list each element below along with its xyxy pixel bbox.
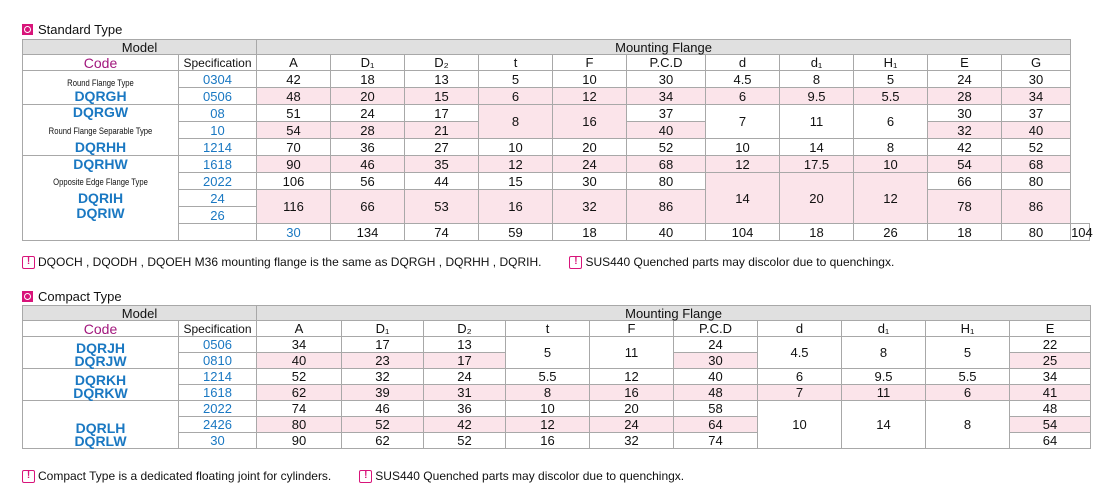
standard-section-title bbox=[22, 22, 122, 37]
cell: 78 bbox=[928, 190, 1002, 224]
cell: 46 bbox=[342, 401, 424, 417]
cell: 34 bbox=[627, 88, 706, 105]
cell: 52 bbox=[257, 369, 342, 385]
cell: 12 bbox=[479, 156, 553, 173]
cell: 5.5 bbox=[854, 88, 928, 105]
col-header-t: t bbox=[479, 55, 553, 71]
cell: 134 bbox=[331, 224, 405, 241]
cell: 11 bbox=[590, 337, 674, 369]
col-header-f: F bbox=[553, 55, 627, 71]
cell: 42 bbox=[257, 71, 331, 88]
cell: 17 bbox=[342, 337, 424, 353]
cell: 18 bbox=[553, 224, 627, 241]
cell: 74 bbox=[674, 433, 758, 449]
spec-cell: 08 bbox=[179, 105, 257, 122]
col-header-pcd: P.C.D bbox=[674, 321, 758, 337]
model-group-opposite: DQRHW Opposite Edge Flange Type DQRIH DQRIW bbox=[23, 156, 179, 241]
cell: 44 bbox=[405, 173, 479, 190]
cell: 6 bbox=[479, 88, 553, 105]
col-header-d1-small: d₁ bbox=[842, 321, 926, 337]
note-text: SUS440 Quenched parts may discolor due to quenchingx. bbox=[375, 469, 685, 483]
cell: 30 bbox=[674, 353, 758, 369]
cell: 116 bbox=[257, 190, 331, 224]
spec-cell: 2022 bbox=[179, 173, 257, 190]
cell: 40 bbox=[257, 353, 342, 369]
col-header-g: G bbox=[1002, 55, 1071, 71]
cell: 30 bbox=[1002, 71, 1071, 88]
spec-cell: 2022 bbox=[179, 401, 257, 417]
col-header-d1: D₁ bbox=[331, 55, 405, 71]
cell: 104 bbox=[706, 224, 780, 241]
model-group-l: DQRLH DQRLW bbox=[23, 401, 179, 449]
cell: 12 bbox=[553, 88, 627, 105]
cell: 12 bbox=[706, 156, 780, 173]
cell: 32 bbox=[928, 122, 1002, 139]
table-row bbox=[23, 190, 1090, 207]
cell: 13 bbox=[424, 337, 506, 353]
table-row bbox=[23, 401, 1091, 417]
spec-cell: 1214 bbox=[179, 139, 257, 156]
cell: 10 bbox=[479, 139, 553, 156]
spec-cell: 30 bbox=[179, 433, 257, 449]
cell: 9.5 bbox=[780, 88, 854, 105]
cell: 7 bbox=[706, 105, 780, 139]
model-group-k: DQRKH DQRKW bbox=[23, 369, 179, 401]
table-row bbox=[23, 71, 1090, 88]
cell: 52 bbox=[342, 417, 424, 433]
cell: 24 bbox=[928, 71, 1002, 88]
cell: 9.5 bbox=[842, 369, 926, 385]
cell: 17.5 bbox=[780, 156, 854, 173]
cell: 30 bbox=[553, 173, 627, 190]
cell: 18 bbox=[928, 224, 1002, 241]
cell: 68 bbox=[1002, 156, 1071, 173]
spec-cell: 0506 bbox=[179, 88, 257, 105]
cell: 8 bbox=[506, 385, 590, 401]
table-row bbox=[23, 173, 1090, 190]
cell: 66 bbox=[928, 173, 1002, 190]
cell: 8 bbox=[479, 105, 553, 139]
col-header-d2: D₂ bbox=[405, 55, 479, 71]
cell: 6 bbox=[758, 369, 842, 385]
cell: 68 bbox=[627, 156, 706, 173]
col-header-a: A bbox=[257, 55, 331, 71]
col-header-h1: H₁ bbox=[854, 55, 928, 71]
cell: 48 bbox=[257, 88, 331, 105]
cell: 30 bbox=[928, 105, 1002, 122]
cell: 64 bbox=[1010, 433, 1091, 449]
cell: 18 bbox=[331, 71, 405, 88]
cell: 14 bbox=[842, 401, 926, 449]
mounting-flange-header: Mounting Flange bbox=[257, 306, 1091, 321]
specification-header: Specification bbox=[179, 321, 257, 337]
spec-cell: 1618 bbox=[179, 385, 257, 401]
model-group-j: DQRJH DQRJW bbox=[23, 337, 179, 369]
cell: 40 bbox=[674, 369, 758, 385]
cell: 27 bbox=[405, 139, 479, 156]
spec-cell: 0810 bbox=[179, 353, 257, 369]
cell: 74 bbox=[257, 401, 342, 417]
cell: 8 bbox=[780, 71, 854, 88]
exclamation-icon: ! bbox=[22, 256, 35, 269]
exclamation-icon: ! bbox=[569, 256, 582, 269]
cell: 22 bbox=[1010, 337, 1091, 353]
model-header: Model bbox=[23, 306, 257, 321]
cell: 42 bbox=[424, 417, 506, 433]
table-row bbox=[23, 369, 1091, 385]
col-header-d: d bbox=[706, 55, 780, 71]
cell: 10 bbox=[706, 139, 780, 156]
cell: 12 bbox=[854, 173, 928, 224]
cell: 86 bbox=[1002, 190, 1071, 224]
standard-title: Standard Type bbox=[38, 22, 123, 37]
table-row bbox=[23, 337, 1091, 353]
col-header-a: A bbox=[257, 321, 342, 337]
cell: 24 bbox=[331, 105, 405, 122]
cell: 28 bbox=[331, 122, 405, 139]
cell: 37 bbox=[1002, 105, 1071, 122]
cell: 13 bbox=[405, 71, 479, 88]
cell: 80 bbox=[1002, 173, 1071, 190]
cell: 90 bbox=[257, 433, 342, 449]
cell: 20 bbox=[590, 401, 674, 417]
compact-notes bbox=[22, 469, 706, 483]
cell: 80 bbox=[257, 417, 342, 433]
cell: 24 bbox=[553, 156, 627, 173]
cell: 16 bbox=[590, 385, 674, 401]
cell: 46 bbox=[331, 156, 405, 173]
cell: 16 bbox=[506, 433, 590, 449]
cell: 18 bbox=[780, 224, 854, 241]
cell: 80 bbox=[627, 173, 706, 190]
note-text: DQOCH , DQODH , DQOEH M36 mounting flange is the same as DQRGH , DQRHH , DQRIH. bbox=[38, 255, 542, 269]
cell: 41 bbox=[1010, 385, 1091, 401]
cell: 26 bbox=[854, 224, 928, 241]
cell: 21 bbox=[405, 122, 479, 139]
section-square-icon bbox=[22, 291, 33, 302]
spec-cell: 30 bbox=[257, 224, 331, 241]
model-header: Model bbox=[23, 40, 257, 55]
cell: 11 bbox=[842, 385, 926, 401]
cell: 36 bbox=[331, 139, 405, 156]
spec-cell: 0304 bbox=[179, 71, 257, 88]
cell: 25 bbox=[1010, 353, 1091, 369]
cell: 10 bbox=[758, 401, 842, 449]
compact-section-title bbox=[22, 289, 122, 304]
cell: 37 bbox=[627, 105, 706, 122]
cell: 5.5 bbox=[926, 369, 1010, 385]
model-group-separable: DQRGW Round Flange Separable Type DQRHH bbox=[23, 105, 179, 156]
standard-notes bbox=[22, 255, 916, 269]
col-header-d1-small: d₁ bbox=[780, 55, 854, 71]
cell: 5 bbox=[854, 71, 928, 88]
cell: 62 bbox=[342, 433, 424, 449]
cell: 4.5 bbox=[758, 337, 842, 369]
cell: 10 bbox=[553, 71, 627, 88]
spec-cell: 1214 bbox=[179, 369, 257, 385]
code-header: Code bbox=[23, 55, 179, 71]
cell: 17 bbox=[405, 105, 479, 122]
model-group-blank bbox=[179, 224, 257, 241]
cell: 12 bbox=[506, 417, 590, 433]
table-row bbox=[23, 156, 1090, 173]
cell: 31 bbox=[424, 385, 506, 401]
cell: 23 bbox=[342, 353, 424, 369]
cell: 5.5 bbox=[506, 369, 590, 385]
col-header-e: E bbox=[928, 55, 1002, 71]
cell: 11 bbox=[780, 105, 854, 139]
cell: 70 bbox=[257, 139, 331, 156]
cell: 5 bbox=[479, 71, 553, 88]
compact-spec-table bbox=[22, 305, 1091, 449]
cell: 106 bbox=[257, 173, 331, 190]
spec-cell: 0506 bbox=[179, 337, 257, 353]
table-row bbox=[23, 88, 1090, 105]
cell: 34 bbox=[1002, 88, 1071, 105]
standard-spec-table bbox=[22, 39, 1093, 241]
cell: 58 bbox=[674, 401, 758, 417]
table-row bbox=[23, 385, 1091, 401]
note-text: SUS440 Quenched parts may discolor due to quenchingx. bbox=[585, 255, 895, 269]
col-header-t: t bbox=[506, 321, 590, 337]
cell: 36 bbox=[424, 401, 506, 417]
model-group-round: Round Flange Type DQRGH bbox=[23, 71, 179, 105]
spec-cell: 10 bbox=[179, 122, 257, 139]
cell: 66 bbox=[331, 190, 405, 224]
cell: 20 bbox=[780, 173, 854, 224]
cell: 104 bbox=[1071, 224, 1093, 240]
cell: 4.5 bbox=[706, 71, 780, 88]
cell: 24 bbox=[424, 369, 506, 385]
cell: 40 bbox=[1002, 122, 1071, 139]
spec-cell: 1618 bbox=[179, 156, 257, 173]
table-row bbox=[23, 105, 1090, 122]
cell: 28 bbox=[928, 88, 1002, 105]
cell: 8 bbox=[926, 401, 1010, 449]
cell: 35 bbox=[405, 156, 479, 173]
cell: 15 bbox=[479, 173, 553, 190]
cell: 15 bbox=[405, 88, 479, 105]
cell: 20 bbox=[553, 139, 627, 156]
cell: 48 bbox=[674, 385, 758, 401]
cell: 20 bbox=[331, 88, 405, 105]
cell: 10 bbox=[506, 401, 590, 417]
note-text: Compact Type is a dedicated floating joint for cylinders. bbox=[38, 469, 332, 483]
cell: 32 bbox=[553, 190, 627, 224]
cell: 53 bbox=[405, 190, 479, 224]
cell: 62 bbox=[257, 385, 342, 401]
cell: 39 bbox=[342, 385, 424, 401]
cell: 59 bbox=[479, 224, 553, 241]
cell: 5 bbox=[926, 337, 1010, 369]
cell: 42 bbox=[928, 139, 1002, 156]
table-row bbox=[23, 224, 1090, 241]
cell: 34 bbox=[257, 337, 342, 353]
cell: 32 bbox=[590, 433, 674, 449]
col-header-d2: D₂ bbox=[424, 321, 506, 337]
cell: 54 bbox=[257, 122, 331, 139]
cell: 24 bbox=[674, 337, 758, 353]
compact-title: Compact Type bbox=[38, 289, 122, 304]
cell: 16 bbox=[479, 190, 553, 224]
cell: 64 bbox=[674, 417, 758, 433]
cell: 80 bbox=[1002, 224, 1071, 241]
cell: 48 bbox=[1010, 401, 1091, 417]
table-row bbox=[23, 139, 1090, 156]
col-header-h1: H₁ bbox=[926, 321, 1010, 337]
cell: 8 bbox=[854, 139, 928, 156]
col-header-f: F bbox=[590, 321, 674, 337]
cell: 10 bbox=[854, 156, 928, 173]
cell: 14 bbox=[780, 139, 854, 156]
cell: 14 bbox=[706, 173, 780, 224]
exclamation-icon: ! bbox=[22, 470, 35, 483]
cell: 12 bbox=[590, 369, 674, 385]
cell: 52 bbox=[627, 139, 706, 156]
cell: 52 bbox=[424, 433, 506, 449]
cell: 34 bbox=[1010, 369, 1091, 385]
col-header-d: d bbox=[758, 321, 842, 337]
cell: 6 bbox=[926, 385, 1010, 401]
cell: 90 bbox=[257, 156, 331, 173]
cell: 40 bbox=[627, 122, 706, 139]
cell: 30 bbox=[627, 71, 706, 88]
code-header: Code bbox=[23, 321, 179, 337]
cell: 52 bbox=[1002, 139, 1071, 156]
cell: 32 bbox=[342, 369, 424, 385]
cell: 40 bbox=[627, 224, 706, 241]
spec-cell: 26 bbox=[179, 207, 257, 224]
mounting-flange-header: Mounting Flange bbox=[257, 40, 1071, 55]
cell: 54 bbox=[928, 156, 1002, 173]
col-header-pcd: P.C.D bbox=[627, 55, 706, 71]
cell: 74 bbox=[405, 224, 479, 241]
cell: 51 bbox=[257, 105, 331, 122]
cell: 86 bbox=[627, 190, 706, 224]
cell: 5 bbox=[506, 337, 590, 369]
cell: 6 bbox=[706, 88, 780, 105]
spec-cell: 24 bbox=[179, 190, 257, 207]
cell: 54 bbox=[1010, 417, 1091, 433]
cell: 24 bbox=[590, 417, 674, 433]
col-header-e: E bbox=[1010, 321, 1091, 337]
cell: 8 bbox=[842, 337, 926, 369]
specification-header: Specification bbox=[179, 55, 257, 71]
cell: 17 bbox=[424, 353, 506, 369]
col-header-d1: D₁ bbox=[342, 321, 424, 337]
cell: 56 bbox=[331, 173, 405, 190]
section-square-icon bbox=[22, 24, 33, 35]
cell: 7 bbox=[758, 385, 842, 401]
spec-cell: 2426 bbox=[179, 417, 257, 433]
cell: 16 bbox=[553, 105, 627, 139]
exclamation-icon: ! bbox=[359, 470, 372, 483]
cell: 6 bbox=[854, 105, 928, 139]
